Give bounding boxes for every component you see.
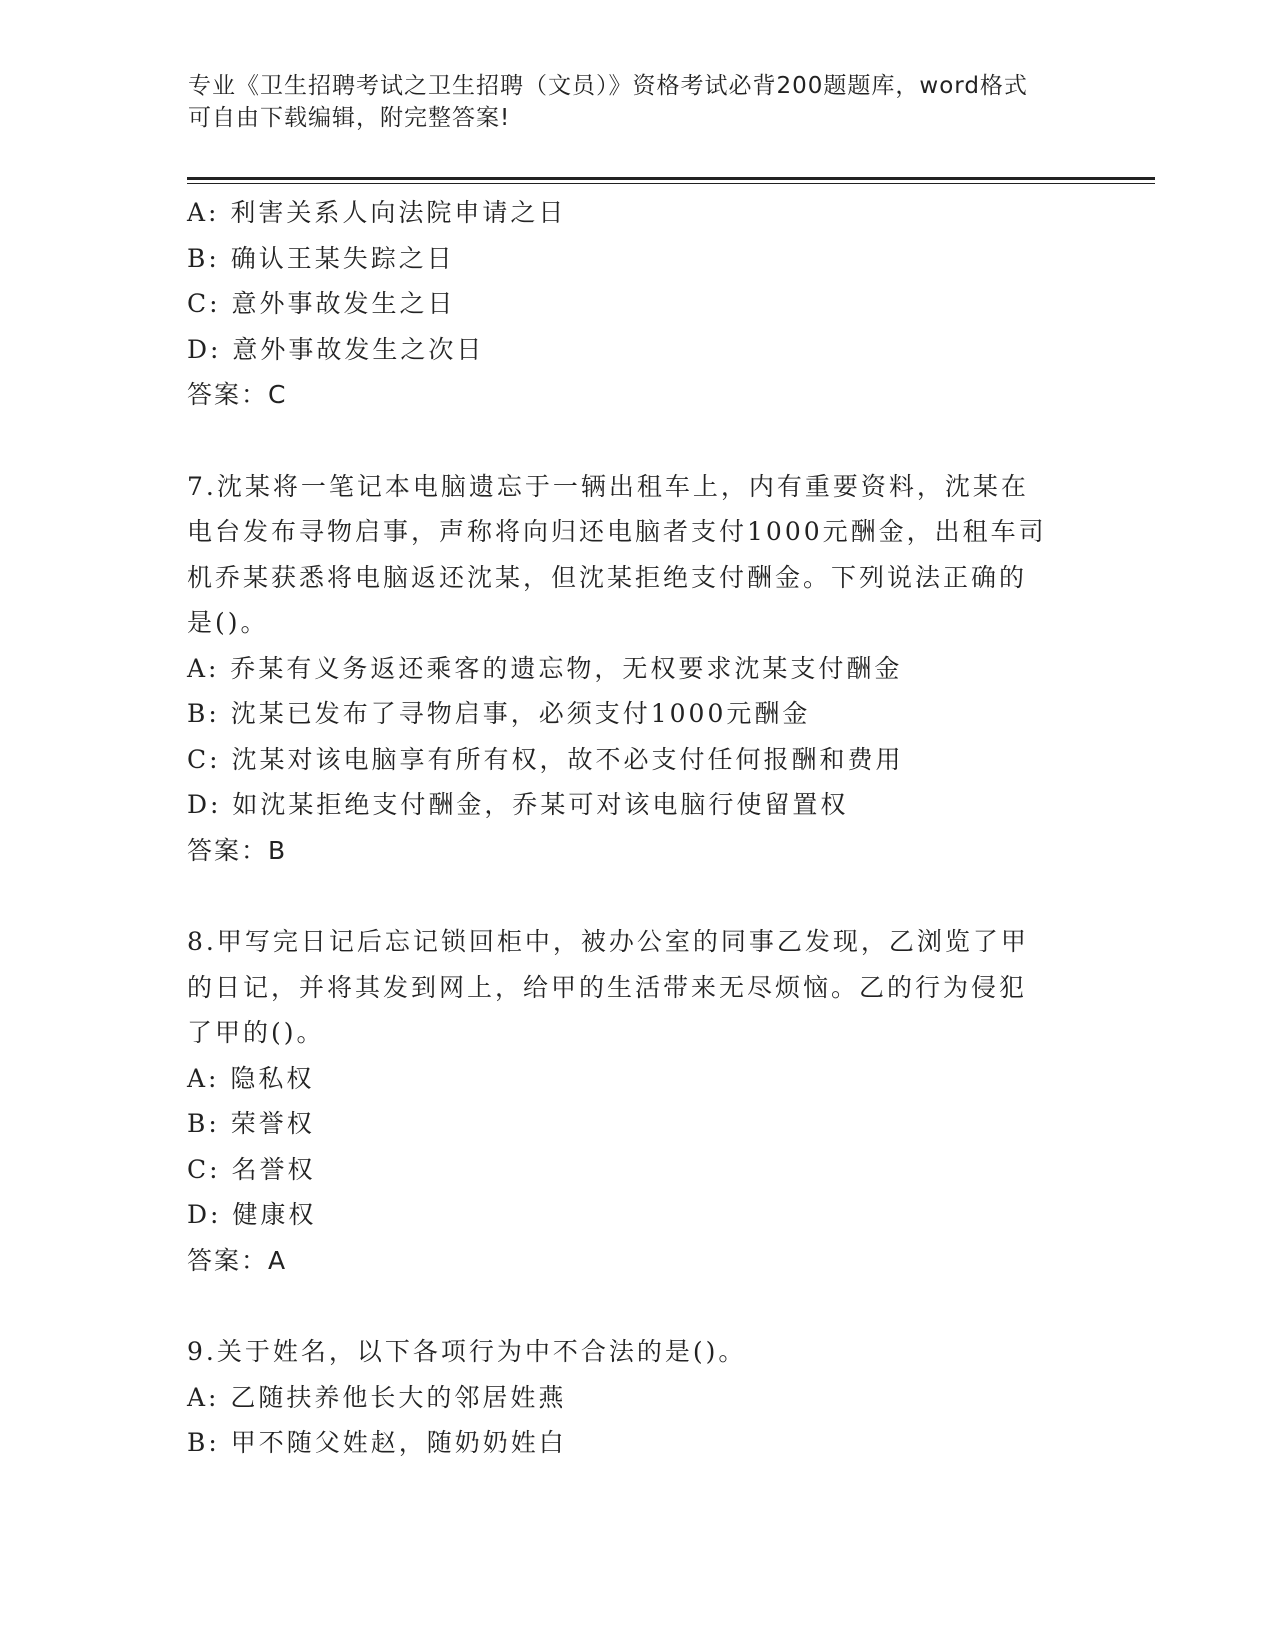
answer-text: 答案：C [187, 380, 288, 409]
option-c: C: 名誉权 [187, 1154, 316, 1184]
option-c: C: 沈某对该电脑享有所有权，故不必支付任何报酬和费用 [187, 744, 904, 774]
answer-text: 答案：B [187, 835, 288, 865]
question-7 [187, 464, 1087, 874]
question-stem-line: 8.甲写完日记后忘记锁回柜中，被办公室的同事乙发现，乙浏览了甲 [187, 927, 1029, 956]
option-d: D: 如沈某拒绝支付酬金，乔某可对该电脑行使留置权 [187, 790, 849, 819]
header-divider-thin [187, 183, 1155, 184]
option-b: B: 荣誉权 [187, 1109, 315, 1138]
question-list [187, 190, 1087, 1466]
question-spacer [187, 873, 1087, 919]
option-a: A: 乙随扶养他长大的邻居姓燕 [187, 1382, 567, 1412]
header-title-line-1: 专业《卫生招聘考试之卫生招聘（文员）》资格考试必背200题题库，word格式 [188, 73, 1028, 99]
question-stem-line: 是()。 [187, 608, 269, 637]
header-title-line-2: 可自由下载编辑，附完整答案! [188, 105, 511, 131]
answer-text: 答案：A [187, 1245, 288, 1275]
question-stem-line: 了甲的()。 [187, 1018, 325, 1047]
question-stem-line: 的日记，并将其发到网上，给甲的生活带来无尽烦恼。乙的行为侵犯 [187, 972, 1028, 1002]
question-stem-line: 机乔某获悉将电脑返还沈某，但沈某拒绝支付酬金。下列说法正确的 [187, 562, 1028, 592]
option-a: A: 乔某有义务返还乘客的遗忘物，无权要求沈某支付酬金 [187, 653, 903, 683]
question-spacer [187, 1283, 1087, 1329]
document-header [188, 70, 1068, 134]
option-d: D: 健康权 [187, 1200, 317, 1229]
question-stem-line: 9.关于姓名，以下各项行为中不合法的是()。 [187, 1337, 747, 1366]
option-b: B: 甲不随父姓赵，随奶奶姓白 [187, 1428, 567, 1457]
question-spacer [187, 418, 1087, 464]
question-6 [187, 190, 1087, 418]
question-stem-line: 电台发布寻物启事，声称将向归还电脑者支付1000元酬金，出租车司 [187, 517, 1047, 546]
option-c: C: 意外事故发生之日 [187, 289, 456, 318]
question-8 [187, 919, 1087, 1283]
option-d: D: 意外事故发生之次日 [187, 334, 485, 364]
option-a: A: 利害关系人向法院申请之日 [187, 198, 567, 227]
option-b: B: 确认王某失踪之日 [187, 243, 455, 273]
question-stem-line: 7.沈某将一笔记本电脑遗忘于一辆出租车上，内有重要资料，沈某在 [187, 471, 1029, 501]
header-divider-thick [187, 177, 1155, 180]
question-9 [187, 1329, 1087, 1466]
option-b: B: 沈某已发布了寻物启事，必须支付1000元酬金 [187, 699, 811, 728]
option-a: A: 隐私权 [187, 1063, 315, 1093]
